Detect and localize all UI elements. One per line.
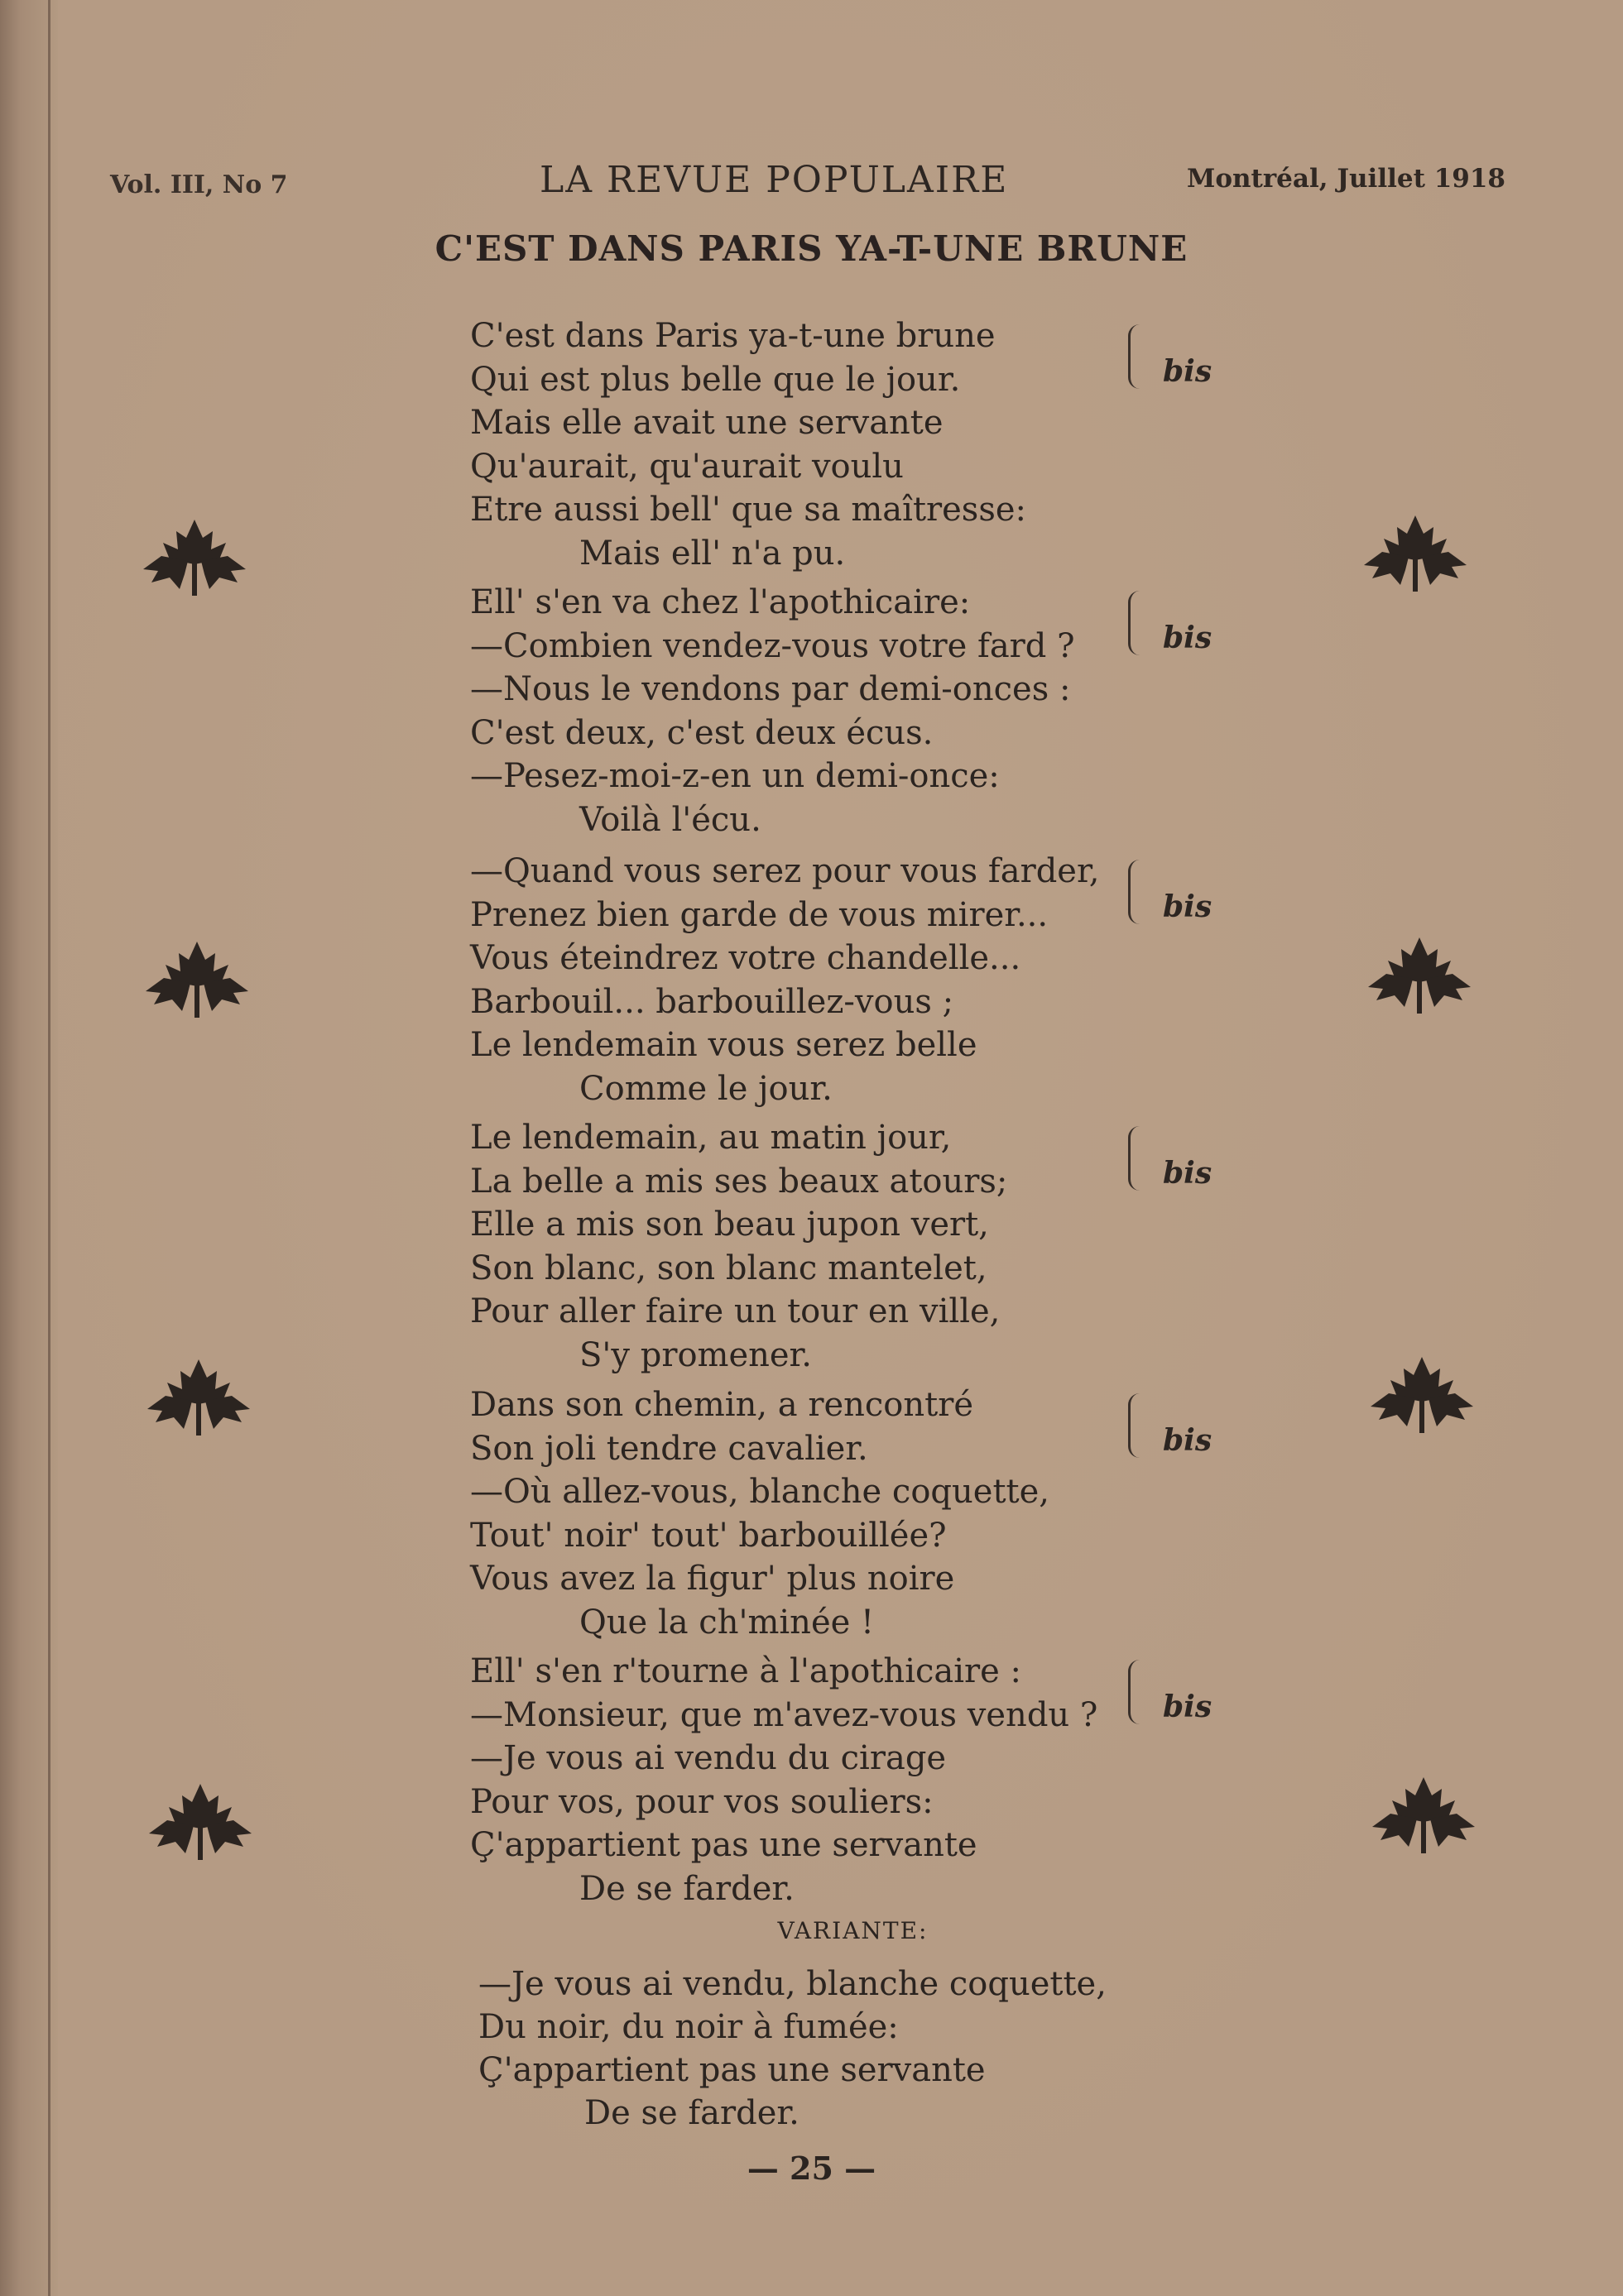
page-number: — 25 — [747, 2150, 876, 2187]
repeat-bracket [1128, 860, 1142, 924]
variante-line: —Je vous ai vendu, blanche coquette, [478, 1965, 1107, 2003]
maple-leaf-icon [139, 935, 255, 1026]
verse-line: Voilà l'écu. [579, 800, 761, 839]
repeat-bracket [1128, 1393, 1142, 1458]
verse-line: Vous éteindrez votre chandelle... [470, 939, 1021, 977]
repeat-bracket [1128, 1660, 1142, 1724]
variante-line: De se farder. [584, 2094, 799, 2132]
publication-title: LA REVUE POPULAIRE [540, 159, 1009, 201]
maple-leaf-icon [137, 513, 252, 604]
verse-line: Ell' s'en va chez l'apothicaire: [470, 583, 971, 621]
verse-line: Vous avez la figur' plus noire [470, 1560, 955, 1598]
verse-line: Qu'aurait, qu'aurait voulu [470, 447, 904, 486]
verse-line: S'y promener. [579, 1335, 812, 1374]
repeat-bracket [1128, 1126, 1142, 1191]
verse-line: Qui est plus belle que le jour. [470, 360, 961, 399]
verse-line: Mais ell' n'a pu. [579, 534, 846, 573]
verse-line: —Monsieur, que m'avez-vous vendu ? [470, 1695, 1098, 1734]
verse-line: —Pesez-moi-z-en un demi-once: [470, 757, 1000, 795]
verse-line: Son blanc, son blanc mantelet, [470, 1249, 987, 1287]
verse-line: C'est dans Paris ya-t-une brune [470, 317, 996, 355]
bis-mark: bis [1163, 1423, 1212, 1458]
verse-line: Prenez bien garde de vous mirer... [470, 895, 1049, 934]
verse-line: Pour aller faire un tour en ville, [470, 1292, 1001, 1330]
verse-line: Ell' s'en r'tourne à l'apothicaire : [470, 1652, 1022, 1690]
verse-line: Le lendemain vous serez belle [470, 1026, 977, 1064]
maple-leaf-icon [1357, 509, 1473, 600]
verse-line: Pour vos, pour vos souliers: [470, 1782, 934, 1821]
maple-leaf-icon [1361, 931, 1477, 1022]
maple-leaf-icon [1364, 1350, 1480, 1441]
verse-line: Mais elle avait une servante [470, 404, 944, 442]
maple-leaf-icon [142, 1777, 258, 1868]
verse-line: Barbouil... barbouillez-vous ; [470, 982, 954, 1021]
verse-line: Dans son chemin, a rencontré [470, 1386, 973, 1424]
repeat-bracket [1128, 324, 1142, 389]
verse-line: Son joli tendre cavalier. [470, 1429, 868, 1468]
bis-mark: bis [1163, 621, 1212, 655]
bis-mark: bis [1163, 889, 1212, 924]
volume-number: Vol. III, No 7 [110, 170, 288, 199]
verse-line: —Où allez-vous, blanche coquette, [470, 1473, 1049, 1511]
verse-line: Ç'appartient pas une servante [470, 1826, 977, 1864]
verse-line: La belle a mis ses beaux atours; [470, 1162, 1008, 1201]
variante-label: VARIANTE: [777, 1917, 929, 1944]
verse-line: —Je vous ai vendu du cirage [470, 1739, 947, 1777]
verse-line: Comme le jour. [579, 1069, 833, 1108]
verse-line: Etre aussi bell' que sa maîtresse: [470, 491, 1027, 529]
dateline: Montréal, Juillet 1918 [1187, 164, 1506, 194]
verse-line: C'est deux, c'est deux écus. [470, 713, 934, 752]
verse-line: —Combien vendez-vous votre fard ? [470, 626, 1075, 665]
verse-line: Tout' noir' tout' barbouillée? [470, 1516, 947, 1555]
verse-line: —Quand vous serez pour vous farder, [470, 852, 1100, 890]
maple-leaf-icon [141, 1353, 257, 1444]
bis-mark: bis [1163, 354, 1212, 389]
bis-mark: bis [1163, 1156, 1212, 1191]
variante-line: Ç'appartient pas une servante [478, 2051, 986, 2089]
verse-line: Elle a mis son beau jupon vert, [470, 1206, 989, 1244]
variante-line: Du noir, du noir à fumée: [478, 2008, 899, 2046]
maple-leaf-icon [1366, 1771, 1481, 1862]
bis-mark: bis [1163, 1690, 1212, 1724]
repeat-bracket [1128, 591, 1142, 655]
song-title: C'EST DANS PARIS YA-T-UNE BRUNE [435, 228, 1188, 269]
verse-line: Le lendemain, au matin jour, [470, 1119, 952, 1157]
verse-line: De se farder. [579, 1869, 795, 1908]
verse-line: —Nous le vendons par demi-onces : [470, 670, 1071, 708]
verse-line: Que la ch'minée ! [579, 1603, 875, 1642]
